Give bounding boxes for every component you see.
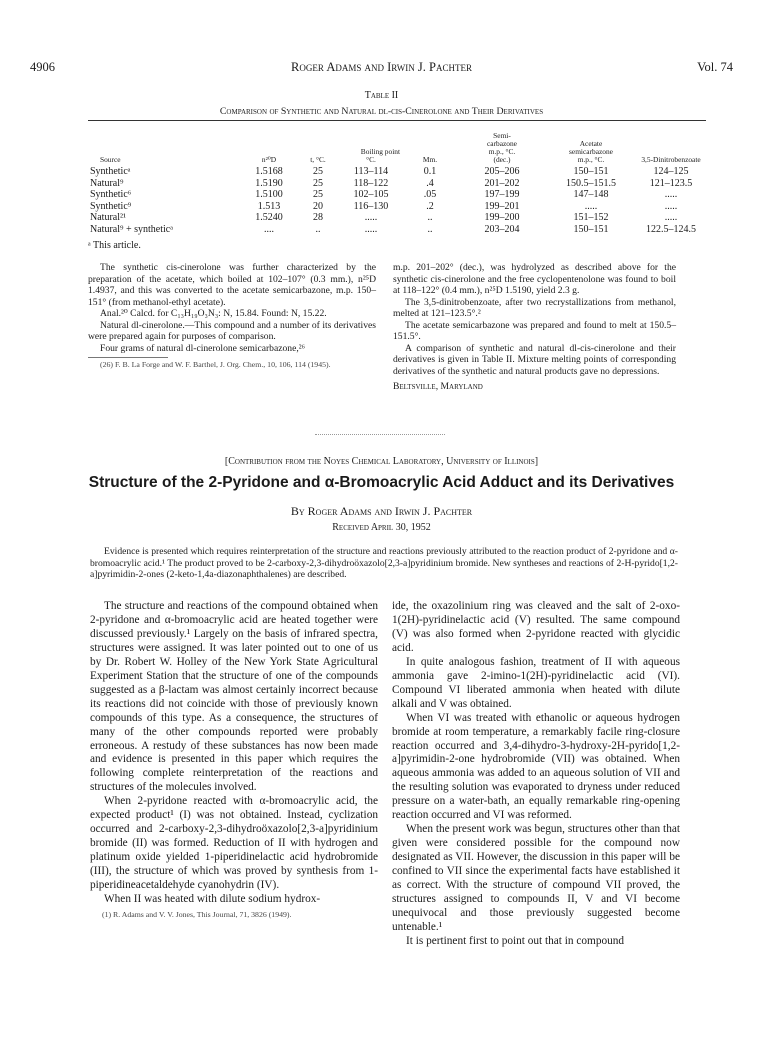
contribution-line: [Contribution from the Noyes Chemical Laboratory, University of Illinois] <box>224 456 539 467</box>
article-title: Structure of the 2-Pyridone and α-Bromoacrylic Acid Adduct and its Derivatives <box>88 474 675 491</box>
semi-h1: carbazone <box>487 139 517 148</box>
cell: 113–114 <box>353 166 389 177</box>
upper-left-p3: Natural dl-cinerolone.—This compound and a number of its derivatives were prepared again for purposes of comparison. <box>88 319 376 342</box>
body-right-p4: When the present work was begun, structures other than that given were considered possible for the compound now designated as VII. However, the discussion in this paper will be confined to VII since the experimental facts have established it as correct. With the structure of compound VII proved, the structures assigned to compounds II, V and VI become unequivocal and those previously suggested become untenable.¹ <box>392 823 680 933</box>
cell: 25 <box>313 177 323 189</box>
cell: 25 <box>313 189 323 201</box>
col-dinitrobenzoate: 3,5-Dinitrobenzoate <box>641 155 701 164</box>
semi-h3: (dec.) <box>493 155 511 164</box>
acetate-h1: semicarbazone <box>569 147 613 156</box>
footnote-rule <box>88 357 168 358</box>
upper-right-p1: m.p. 201–202° (dec.), was hydrolyzed as described above for the synthetic cis-cinerolone and the free cyclopentenolone was found to boil at 118–122° (0.4 mm.), n²⁵D 1.5190, yield 2.3 g. <box>393 262 676 296</box>
cell: .4 <box>426 177 434 189</box>
cell: 150–151 <box>573 166 609 177</box>
body-left-p3: When II was heated with dilute sodium hydrox- <box>104 893 321 906</box>
upper-left-p2: Anal.²⁰ Calcd. for C₁₃H₁₉O₃N₃: N, 15.84. Found: N, 15.22. <box>100 308 327 319</box>
abstract: Evidence is presented which requires reinterpretation of the structure and reactions previously attributed to the reaction product of 2-pyridone and α-bromoacrylic acid.¹ The product proved to be 2-carboxy-2,3-dihydroöxazolo[2,3-a]pyridinium bromide. New syntheses and reactions of 2-H-pyrido[1,2-a]pyrimidin-2-ones (2-keto-1,4a-diazonaphthalenes) are described. <box>90 546 678 580</box>
table-top-rule <box>88 120 706 121</box>
section-divider <box>315 434 445 436</box>
table-label: Table II <box>364 90 399 101</box>
upper-left-p4: Four grams of natural dl-cinerolone semicarbazone,²⁶ <box>100 342 305 354</box>
cell: 150–151 <box>573 223 609 235</box>
col-bp <box>340 132 402 166</box>
semi-h0: Semi- <box>493 131 511 140</box>
cell: 102–105 <box>353 189 389 201</box>
cell: 118–122 <box>353 177 389 189</box>
comparison-table <box>88 132 706 236</box>
upper-left-footnote: (26) F. B. La Forge and W. F. Barthel, J. Org. Chem., 10, 106, 114 (1945). <box>100 360 331 369</box>
cell: Natural⁹ + syntheticᵃ <box>90 223 173 235</box>
table-row <box>88 178 706 190</box>
cell: Natural²¹ <box>90 212 126 224</box>
body-right-p5: It is pertinent first to point out that in compound <box>406 934 625 947</box>
cell: ..... <box>664 212 678 224</box>
cell: ..... <box>364 223 378 235</box>
col-bp-mm: Mm. <box>422 155 438 164</box>
upper-left-p1: The synthetic cis-cinerolone was further characterized by the preparation of the acetate, which boiled at 102–107° (0.3 mm.), n²⁵D 1.4937, and this was converted to the acetate semicarbazone, m.p. 150–151° (from methanol-ethyl acetate). <box>88 262 376 308</box>
table-row <box>88 212 706 224</box>
cell: Natural⁹ <box>90 177 124 189</box>
body-right-p2: In quite analogous fashion, treatment of II with aqueous ammonia gave 2-imino-1(2H)-pyridinelactic acid (VI). Compound VI liberated ammonia when heated with dilute alkali and V was obtained. <box>392 655 680 710</box>
cell: 147–148 <box>573 189 609 201</box>
upper-left-column <box>88 262 376 370</box>
cell: ..... <box>664 189 678 201</box>
cell: 1.5190 <box>255 177 283 189</box>
cell: .05 <box>423 189 437 201</box>
acetate-h0: Acetate <box>579 139 603 148</box>
running-title: Roger Adams and Irwin J. Pachter <box>291 60 472 74</box>
cell: 25 <box>313 166 323 177</box>
cell: 201–202 <box>484 177 520 189</box>
table-caption: Comparison of Synthetic and Natural dl-cis-Cinerolone and Their Derivatives <box>219 106 544 117</box>
body-left-footnote: (1) R. Adams and V. V. Jones, This Journal, 71, 3826 (1949). <box>102 909 292 919</box>
cell: .. <box>427 223 433 235</box>
cell: 20 <box>313 200 323 212</box>
upper-right-p2: The 3,5-dinitrobenzoate, after two recrystallizations from methanol, melted at 121–123.5°.² <box>393 296 676 319</box>
col-acetate <box>546 132 636 166</box>
body-right-column <box>392 600 680 949</box>
upper-right-column <box>393 262 676 393</box>
cell: 1.513 <box>257 200 281 212</box>
upper-right-p3: The acetate semicarbazone was prepared and found to melt at 150.5–151.5°. <box>393 319 676 342</box>
cell: 197–199 <box>484 189 520 201</box>
cell: .. <box>315 223 321 235</box>
volume-label: Vol. 74 <box>697 60 733 74</box>
cell: Synthetic⁹ <box>90 200 132 212</box>
table-footnote: ᵃ This article. <box>88 240 141 251</box>
table-row <box>88 224 706 236</box>
cell: 199–200 <box>484 212 520 224</box>
cell: 203–204 <box>484 223 520 235</box>
cell: 1.5240 <box>255 212 283 224</box>
body-right-p1: ide, the oxazolinium ring was cleaved and the salt of 2-oxo-1(2H)-pyridinelactic acid (V) resulted. The same compound (V) was also formed when 2-pyridone reacted with glycidic acid. <box>392 600 680 654</box>
col-t: t, °C. <box>310 155 326 164</box>
cell: .... <box>264 223 274 235</box>
table-row <box>88 166 706 178</box>
cell: .. <box>427 212 433 224</box>
page-number: 4906 <box>30 60 55 74</box>
col-nd: n²⁰D <box>261 155 277 164</box>
cell: Synthetic⁶ <box>90 189 132 201</box>
cell: 28 <box>313 212 323 224</box>
col-bp-group: Boiling point <box>360 147 400 156</box>
col-semicarbazone <box>458 132 546 166</box>
semi-h2: m.p., °C. <box>488 147 516 156</box>
body-left-p2: When 2-pyridone reacted with α-bromoacrylic acid, the expected product¹ (I) was not obtained. Instead, cyclization occurred and 2-carboxy-2,3-dihydroöxazolo[2,3-a]pyridinium bromide (II) was formed. Reduction of II with hydrogen and platinum oxide yielded 1-piperidinelactic acid hydrobromide (III), the structure of which was proved by synthesis from 1-piperidineacetaldehyde cyanohydrin (IV). <box>90 795 378 892</box>
cell: 116–130 <box>353 200 389 212</box>
col-source: Source <box>100 155 121 164</box>
received-date: Received April 30, 1952 <box>332 522 431 533</box>
body-right-p3: When VI was treated with ethanolic or aqueous hydrogen bromide at room temperature, a remarkably facile ring-closure reaction occurred and 3,4-dihydro-3-hydroxy-2H-pyrido[1,2-a]pyrimidin-2-one hydrobromide (VII) was obtained. When aqueous ammonia was added to an aqueous solution of VII and the resulting solution was evaporated to dryness under reduced pressure on a water-bath, an equally remarkable ring-opening reaction occurred and VI was reformed. <box>392 711 680 822</box>
cell: ..... <box>364 212 378 224</box>
upper-right-p4: A comparison of synthetic and natural dl-cis-cinerolone and their derivatives is given in Table II. Mixture melting points of corresponding derivatives of the synthetic and natural products gave no depressions. <box>393 342 676 377</box>
cell: 205–206 <box>484 166 520 177</box>
cell: 151–152 <box>573 212 609 224</box>
cell: .2 <box>426 200 434 212</box>
cell: 121–123.5 <box>649 177 693 189</box>
body-left-column <box>90 600 378 920</box>
cell: 1.5168 <box>255 166 283 177</box>
cell: 122.5–124.5 <box>646 223 696 235</box>
table-row <box>88 189 706 201</box>
cell: 1.5100 <box>255 189 283 201</box>
acetate-h2: m.p., °C. <box>577 155 605 164</box>
cell: Syntheticᵃ <box>90 166 131 177</box>
article-authors: By Roger Adams and Irwin J. Pachter <box>290 504 473 518</box>
location: Beltsville, Maryland <box>393 381 483 392</box>
body-left-p1: The structure and reactions of the compound obtained when 2-pyridone and α-bromoacrylic acid are heated together were discussed previously.¹ Largely on the basis of infrared spectra, structures were assigned. It was later pointed out to one of us by Dr. Robert W. Holley of the New York State Agricultural Experiment Station that the structure of one of the compounds suggested as a β-lactam was almost certainly incorrect because its reactions did not coincide with those of previously known compounds of this type. As a consequence, the structures of many of the other compounds reported were probably erroneous. A restudy of these substances has now been made and evidence is presented in this paper which requires the following complete reinterpretation of the reactions and structures of the molecules involved. <box>90 600 378 794</box>
col-bp-c: °C. <box>366 155 376 164</box>
cell: 124–125 <box>653 166 689 177</box>
cell: 0.1 <box>423 166 437 177</box>
cell: 150.5–151.5 <box>566 177 616 189</box>
cell: 199–201 <box>484 200 520 212</box>
table-row <box>88 201 706 213</box>
cell: ..... <box>664 200 678 212</box>
cell: ..... <box>584 200 598 212</box>
